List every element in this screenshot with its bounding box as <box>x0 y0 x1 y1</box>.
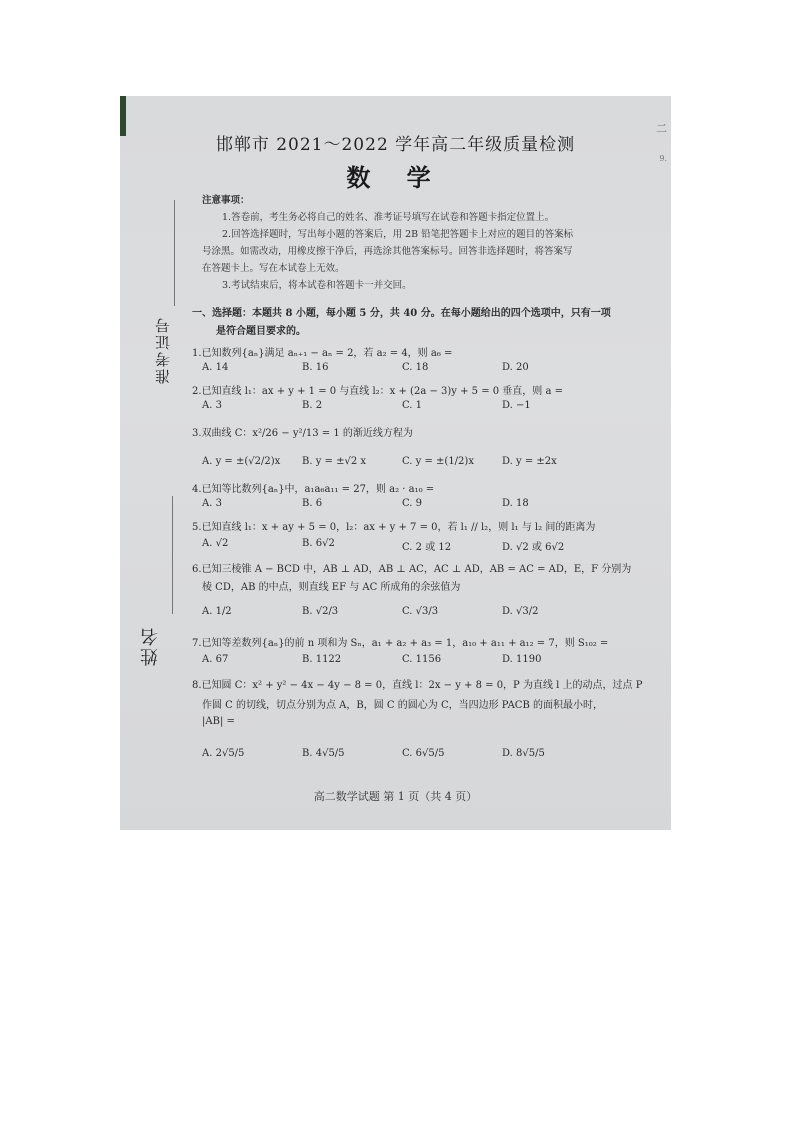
option-c: C. 9 <box>402 498 423 509</box>
option-b: B. √2/3 <box>302 606 339 617</box>
exam-id-line <box>174 200 175 306</box>
option-b: B. y = ±√2 x <box>302 456 367 467</box>
notice-heading: 注意事项： <box>202 195 250 206</box>
option-b: B. 16 <box>302 362 329 373</box>
question-6-options <box>202 606 632 620</box>
question-7-options <box>202 654 632 668</box>
exam-title: 邯郸市 2021～2022 学年高二年级质量检测 <box>215 135 576 155</box>
section-heading: 一、选择题：本题共 8 小题，每小题 5 分，共 40 分。在每小题给出的四个选项中，只有一项 <box>192 308 611 319</box>
option-d: D. √2 或 6√2 <box>502 542 565 553</box>
question-1: 1.已知数列{aₙ}满足 aₙ₊₁ − aₙ = 2，若 a₂ = 4，则 a₆ = <box>192 348 453 359</box>
option-b: B. 2 <box>302 400 323 411</box>
name-line <box>172 496 173 614</box>
option-d: D. 1190 <box>502 654 542 665</box>
option-b: B. 1122 <box>302 654 342 665</box>
question-8-line-2: 作圆 C 的切线，切点分别为点 A，B，圆 C 的圆心为 C，当四边形 PACB 的面积最小时， <box>202 700 603 711</box>
question-5: 5.已知直线 l₁：x + ay + 5 = 0，l₂：ax + y + 7 = 0，若 l₁ // l₂，则 l₁ 与 l₂ 间的距离为 <box>192 522 596 533</box>
notice-block <box>202 192 642 294</box>
question-5-options <box>202 538 632 552</box>
option-d: D. −1 <box>502 400 531 411</box>
question-4: 4.已知等比数列{aₙ}中，a₁a₆a₁₁ = 27，则 a₂ · a₁₀ = <box>192 484 435 495</box>
option-a: A. 3 <box>202 400 222 411</box>
question-1-options <box>202 362 632 376</box>
option-c: C. 18 <box>402 362 429 373</box>
subject-title: 数 学 <box>346 163 445 192</box>
option-c: C. 1 <box>402 400 423 411</box>
question-8: 8.已知圆 C：x² + y² − 4x − 4y − 8 = 0，直线 l：2x − y + 8 = 0，P 为直线 l 上的动点，过点 P <box>192 680 643 691</box>
question-8-line-3: |AB| = <box>202 716 235 727</box>
option-d: D. 20 <box>502 362 529 373</box>
section-heading-2: 是符合题目要求的。 <box>216 326 306 337</box>
exam-photo <box>120 96 671 830</box>
question-6-line-2: 棱 CD，AB 的中点，则直线 EF 与 AC 所成角的余弦值为 <box>202 582 461 593</box>
option-a: A. y = ±(√2/2)x <box>202 456 281 467</box>
option-a: A. √2 <box>202 538 229 549</box>
notice-line: 3.考试结束后，将本试卷和答题卡一并交回。 <box>222 280 412 291</box>
option-b: B. 6√2 <box>302 538 335 549</box>
option-c: C. 1156 <box>402 654 442 665</box>
question-2-options <box>202 400 632 414</box>
page-footer: 高二数学试题 第 1 页（共 4 页） <box>313 790 478 803</box>
option-a: A. 3 <box>202 498 222 509</box>
option-a: A. 67 <box>202 654 229 665</box>
notice-line: 2.回答选择题时，写出每小题的答案后，用 2B 铅笔把答题卡上对应的题目的答案标 <box>222 229 574 240</box>
option-c: C. 2 或 12 <box>402 542 452 553</box>
option-a: A. 1/2 <box>202 606 232 617</box>
question-4-options <box>202 498 632 512</box>
notice-line: 在答题卡上。写在本试卷上无效。 <box>202 263 345 274</box>
notice-line: 1.答卷前，考生务必将自己的姓名、准考证号填写在试卷和答题卡指定位置上。 <box>222 212 555 223</box>
option-a: A. 14 <box>202 362 229 373</box>
exam-id-label: 准考证号 <box>154 316 172 384</box>
question-6: 6.已知三棱锥 A − BCD 中，AB ⊥ AD，AB ⊥ AC，AC ⊥ AD，AB = AC = AD，E，F 分别为 <box>192 564 632 575</box>
corner-mark: 二 <box>656 122 667 135</box>
question-7: 7.已知等差数列{aₙ}的前 n 项和为 Sₙ，a₁ + a₂ + a₃ = 1，a₁₀ + a₁₁ + a₁₂ = 7，则 S₁₀₂ = <box>192 638 609 649</box>
option-d: D. 8√5/5 <box>502 748 545 759</box>
question-8-options <box>202 748 632 762</box>
option-c: C. 6√5/5 <box>402 748 445 759</box>
option-d: D. 18 <box>502 498 529 509</box>
question-3: 3.双曲线 C：x²/26 − y²/13 = 1 的渐近线方程为 <box>192 428 413 439</box>
option-b: B. 6 <box>302 498 323 509</box>
option-c: C. √3/3 <box>402 606 439 617</box>
question-3-options <box>202 456 632 470</box>
option-b: B. 4√5/5 <box>302 748 345 759</box>
corner-mark-2: 9. <box>659 154 667 163</box>
option-c: C. y = ±(1/2)x <box>402 456 474 467</box>
option-d: D. y = ±2x <box>502 456 557 467</box>
name-label: 姓名 <box>140 626 161 666</box>
option-d: D. √3/2 <box>502 606 539 617</box>
option-a: A. 2√5/5 <box>202 748 245 759</box>
question-2: 2.已知直线 l₁：ax + y + 1 = 0 与直线 l₂：x + (2a − 3)y + 5 = 0 垂直，则 a = <box>192 386 564 397</box>
notice-line: 号涂黑。如需改动，用橡皮擦干净后，再选涂其他答案标号。回答非选择题时，将答案写 <box>202 246 573 257</box>
